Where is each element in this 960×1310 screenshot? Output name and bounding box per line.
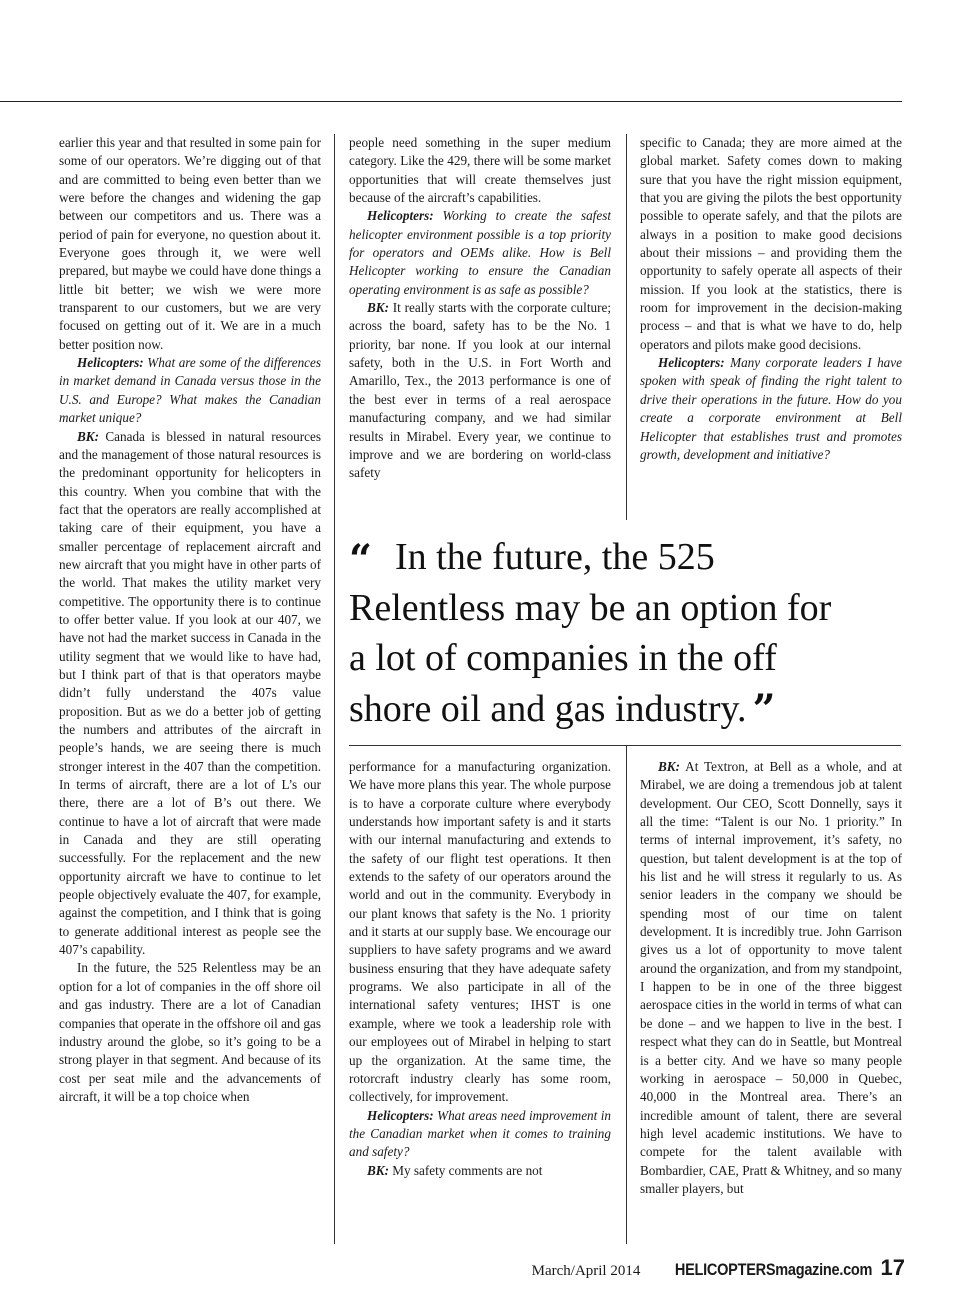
article-column-5 — [640, 758, 902, 1244]
answer-text: Canada is blessed in natural resources and the management of those natural resources is the predominant opportunity for helicopters in this country. When you combine that with the fact that the operators are really accomplished at taking care of their equipment, you have a smaller percentage of replacement aircraft and new aircraft that you might have in other parts of the world. That makes the utility market very competitive. The opportunity there is to continue to offer better value. If you look at our 407, we have not had the market success in Canada in the utility segment that we would like to have had, but I think part of that is that operators maybe didn’t fully understand the 407s value proposition. But as we do a better job of getting the numbers and attributes of the aircraft in people’s hands, we are seeing there is much stronger interest in the 407 than the competition. In terms of aircraft, there are a lot of L’s our there, there are a lot of B’s out there. We continue to have a lot of aircraft that were made in Canada and they are still operating successfully. For the replacement and the new opportunity aircraft we have to continue to let people objectively evaluate the 407, for example, against the competition, and I think that is going to generate additional interest as people see the 407’s capability. — [59, 428, 321, 958]
column-divider — [626, 745, 627, 1244]
paragraph: earlier this year and that resulted in some pain for some of our operators. We’re digging out of that and are committed to being even better than we were before the changes and widening the gap between our competitors and us. There was a period of pain for everyone, no question about it. Everyone goes through it, we were well prepared, but maybe we could have done things a little bit better; we wish we were more transparent to our customers, but we are very focused on getting out of it. We are in a much better position now. — [59, 135, 321, 352]
question-speaker: Helicopters: — [367, 208, 434, 224]
close-quote-mark: ” — [752, 685, 776, 733]
pull-quote-line — [349, 684, 909, 735]
page-number: 17 — [880, 1255, 905, 1280]
answer-text: At Textron, at Bell as a whole, and at Mirabel, we are doing a tremendous job at talent development. Our CEO, Scott Donnelly, says it all the time: “Talent is our No. 1 priority.” In terms of internal improvement, it’s safety, no question, but talent development is at the top of his list and he will stress it regularly to us. As senior leaders in the company we should be spending most of our time on talent development. It is incredibly true. John Garrison gives us a lot of opportunity to move talent around the organization, and from my standpoint, I happen to be in one of the three biggest aerospace cities in the world in terms of what can be done – and we happen to live in the best. I respect what they can do in Seattle, but Montreal is a better city. And we have so many people working in aerospace – 50,000 in Quebec, 40,000 in the Montreal area. There’s an incredible amount of talent, there are several high level academic institutions. We have to compete for the talent available with Bombardier, CAE, Pratt & Whitney, and so many smaller players, but — [640, 759, 902, 1196]
paragraph: people need something in the super medium category. Like the 429, there will be some market opportunities that will create themselves just because of the aircraft’s capabilities. — [349, 135, 611, 206]
pull-quote-line: a lot of companies in the off — [349, 637, 777, 679]
answer-speaker: BK: — [367, 1162, 389, 1178]
answer-text: My safety comments are not — [392, 1162, 543, 1178]
question-text: What areas need improvement in the Canadian market when it comes to training and safety? — [349, 1107, 611, 1160]
paragraph: In the future, the 525 Relentless may be an option for a lot of companies in the off shore oil and gas industry. There are a lot of Canadian companies that operate in the offshore oil and gas industry around the globe, so it’s going to be a strong player in that segment. And because of its cost per seat mile and the advancements of aircraft, it will be a top choice when — [59, 960, 321, 1104]
paragraph: performance for a manufacturing organization. We have more plans this year. The whole purpose is to have a corporate culture where everybody understands how important safety is and it starts with our internal manufacturing and extends to the safety of our flight test operations. It then extends to the safety of our operators around the world and out in the community. Everybody in our plant knows that safety is the No. 1 priority and it starts at our supply base. We encourage our suppliers to have safety programs and we award business ensuring that they have adequate safety programs. We also participate in all of the international safety ventures; IHST is one example, where we took a leadership role with our employees out of Mirabel in helping to start up the organization. At the same time, the rotorcraft industry clearly has some room, collectively, for improvement. — [349, 759, 611, 1105]
page-footer — [532, 1255, 905, 1281]
question-speaker: Helicopters: — [658, 355, 725, 371]
article-column-1 — [59, 134, 321, 1244]
pull-quote — [349, 532, 909, 734]
answer-speaker: BK: — [367, 300, 389, 316]
column-divider — [334, 134, 335, 1244]
magazine-url: HELICOPTERSmagazine.com — [675, 1261, 873, 1279]
question-paragraph — [349, 1107, 611, 1162]
question-speaker: Helicopters: — [77, 355, 144, 371]
question-paragraph — [349, 207, 611, 299]
question-paragraph — [640, 354, 902, 464]
question-paragraph — [59, 354, 321, 427]
question-text: Working to create the safest helicopter environment possible is a top priority for operators and OEMs alike. How is Bell Helicopter working to ensure the Canadian operating environment is as safe as possible? — [349, 208, 611, 297]
question-speaker: Helicopters: — [367, 1107, 434, 1123]
pull-quote-rule — [349, 745, 901, 746]
question-text: What are some of the differences in market demand in Canada versus those in the U.S. and Europe? What makes the Canadian market unique? — [59, 355, 321, 426]
article-column-3 — [640, 134, 902, 522]
article-column-2 — [349, 134, 611, 522]
answer-paragraph — [640, 758, 902, 1198]
article-column-4 — [349, 758, 611, 1244]
top-rule — [0, 101, 902, 102]
open-quote-mark: “ — [349, 536, 373, 583]
pull-quote-line: In the future, the 525 — [395, 536, 715, 578]
answer-paragraph — [59, 428, 321, 960]
column-divider — [626, 134, 627, 520]
issue-date: March/April 2014 — [531, 1263, 641, 1279]
paragraph: specific to Canada; they are more aimed at the global market. Safety comes down to making sure that you have the right mission equipment, that you are giving the pilots the best opportunity possible to operate safely, and that the pilots are always in a position to make good decisions about their missions – and providing them the opportunity to safely operate all aspects of their mission. If you look at the statistics, there is room for improvement in the decision-making process – and that is what we have to do, help operators and pilots make good decisions. — [640, 135, 902, 352]
pull-quote-line-text: shore oil and gas industry. — [349, 687, 747, 730]
question-text: Many corporate leaders I have spoken with speak of finding the right talent to drive their operations in the future. How do you create a corporate environment at Bell Helicopter that establishes trust and promotes growth, development and initiative? — [640, 355, 902, 462]
answer-paragraph — [349, 1162, 611, 1180]
answer-speaker: BK: — [77, 428, 99, 444]
answer-text: It really starts with the corporate culture; across the board, safety has to be the No. 1 priority, bar none. If you look at our internal safety, both in the U.S. in Fort Worth and Amarillo, Tex., the 2013 performance is one of the best ever in terms of a real aerospace manufacturing company, and we had similar results in Mirabel. Every year, we continue to improve and we are bordering on world-class safety — [349, 300, 611, 481]
pull-quote-line: Relentless may be an option for — [349, 586, 832, 629]
answer-paragraph — [349, 299, 611, 482]
answer-speaker: BK: — [658, 759, 680, 774]
